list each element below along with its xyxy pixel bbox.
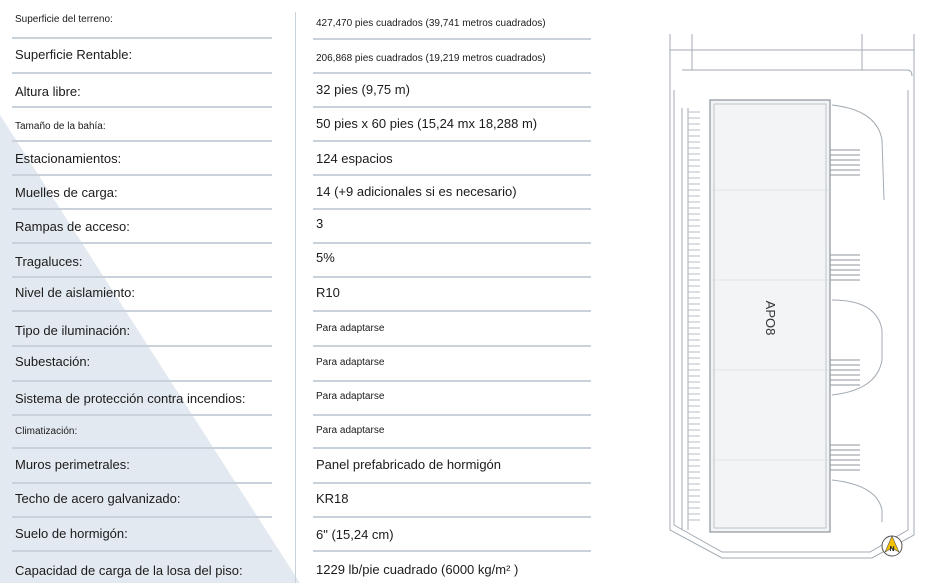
value-tipo-iluminacion: Para adaptarse xyxy=(316,323,385,334)
value-proteccion-incendios: Para adaptarse xyxy=(316,391,385,402)
north-letter: N xyxy=(889,546,895,553)
value-estacionamientos: 124 espacios xyxy=(316,151,393,166)
row-divider xyxy=(313,345,591,347)
row-divider xyxy=(12,72,272,74)
value-superficie-rentable: 206,868 pies cuadrados (19,219 metros cuadrados) xyxy=(316,53,546,64)
label-nivel-aislamiento: Nivel de aislamiento: xyxy=(15,285,135,300)
label-climatizacion: Climatización: xyxy=(15,426,78,437)
row-divider xyxy=(12,140,272,142)
row-divider xyxy=(313,208,591,210)
row-divider xyxy=(12,106,272,108)
row-divider xyxy=(313,276,591,278)
label-tamano-bahia: Tamaño de la bahía: xyxy=(15,121,106,132)
row-divider xyxy=(12,482,272,484)
value-climatizacion: Para adaptarse xyxy=(316,425,385,436)
label-superficie-rentable: Superficie Rentable: xyxy=(15,47,133,62)
row-divider xyxy=(12,242,272,244)
value-subestacion: Para adaptarse xyxy=(316,357,385,368)
label-capacidad-carga: Capacidad de carga de la losa del piso: xyxy=(15,563,243,578)
label-estacionamientos: Estacionamientos: xyxy=(15,151,122,166)
label-superficie-terreno: Superficie del terreno: xyxy=(15,14,113,25)
north-arrow-icon xyxy=(882,536,902,556)
row-divider xyxy=(12,345,272,347)
label-altura-libre: Altura libre: xyxy=(15,84,81,99)
label-rampas-acceso: Rampas de acceso: xyxy=(15,219,130,234)
label-tipo-iluminacion: Tipo de iluminación: xyxy=(15,323,131,338)
value-altura-libre: 32 pies (9,75 m) xyxy=(316,82,410,97)
row-divider xyxy=(12,414,272,416)
building-label: APO8 xyxy=(763,300,778,336)
row-divider xyxy=(313,38,591,40)
row-divider xyxy=(12,550,272,552)
value-rampas-acceso: 3 xyxy=(316,216,324,231)
site-plan xyxy=(662,30,948,583)
row-divider xyxy=(313,174,591,176)
label-proteccion-incendios: Sistema de protección contra incendios: xyxy=(15,391,246,406)
value-superficie-terreno: 427,470 pies cuadrados (39,741 metros cuadrados) xyxy=(316,18,546,29)
row-divider xyxy=(12,516,272,518)
row-divider xyxy=(313,482,591,484)
row-divider xyxy=(313,414,591,416)
row-divider xyxy=(313,380,591,382)
value-muelles-carga: 14 (+9 adicionales si es necesario) xyxy=(316,184,517,199)
label-suelo-hormigon: Suelo de hormigón: xyxy=(15,526,128,541)
row-divider xyxy=(12,380,272,382)
label-muros-perimetrales: Muros perimetrales: xyxy=(15,457,130,472)
row-divider xyxy=(12,276,272,278)
row-divider xyxy=(12,174,272,176)
value-tamano-bahia: 50 pies x 60 pies (15,24 mx 18,288 m) xyxy=(316,116,538,131)
label-muelles-carga: Muelles de carga: xyxy=(15,185,118,200)
label-subestacion: Subestación: xyxy=(15,354,91,369)
row-divider xyxy=(313,516,591,518)
row-divider xyxy=(313,72,591,74)
column-divider xyxy=(295,12,296,583)
row-divider xyxy=(313,106,591,108)
row-divider xyxy=(313,447,591,449)
row-divider xyxy=(12,37,272,39)
row-divider xyxy=(12,310,272,312)
value-tragaluces: 5% xyxy=(316,250,335,265)
value-capacidad-carga: 1229 lb/pie cuadrado (6000 kg/m² ) xyxy=(316,562,519,577)
row-divider xyxy=(12,208,272,210)
value-techo-acero: KR18 xyxy=(316,491,349,506)
label-tragaluces: Tragaluces: xyxy=(15,254,83,269)
row-divider xyxy=(313,310,591,312)
row-divider xyxy=(313,242,591,244)
row-divider xyxy=(12,447,272,449)
parking-ticks xyxy=(688,112,700,520)
value-muros-perimetrales: Panel prefabricado de hormigón xyxy=(316,457,502,472)
value-suelo-hormigon: 6" (15,24 cm) xyxy=(316,527,394,542)
row-divider xyxy=(313,140,591,142)
label-techo-acero: Techo de acero galvanizado: xyxy=(15,491,181,506)
loading-docks xyxy=(830,150,860,470)
row-divider xyxy=(313,550,591,552)
value-nivel-aislamiento: R10 xyxy=(316,285,340,300)
